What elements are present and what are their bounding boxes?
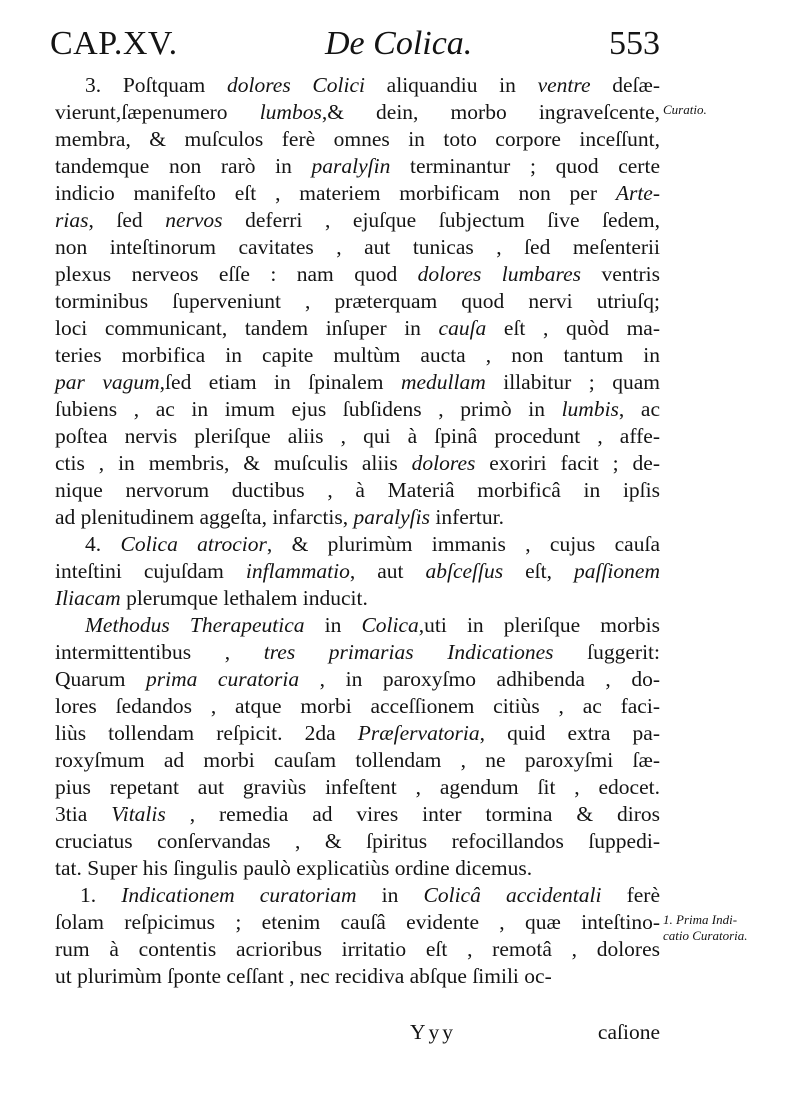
- margin-note-curatio: [663, 102, 707, 118]
- italic-text: Iliacam: [55, 586, 121, 610]
- text-line: [55, 801, 660, 828]
- text-segment: lores ſedandos , atque morbi acceſſionem citiùs , ac faci-: [55, 694, 660, 718]
- text-segment: terminantur ; quod certe: [390, 154, 660, 178]
- text-segment: plexus nerveos eſſe : nam quod: [55, 262, 418, 286]
- text-segment: loci communicant, tandem inſuper in: [55, 316, 439, 340]
- italic-text: Colica atrocior: [120, 532, 267, 556]
- text-segment: , remedia ad vires inter tormina & diros: [165, 802, 660, 826]
- italic-text: paralyſin: [311, 154, 391, 178]
- italic-text: dolores: [411, 451, 476, 475]
- text-line: [55, 558, 660, 585]
- text-line: [55, 288, 660, 315]
- text-segment: ,ſed etiam in ſpinalem: [159, 370, 401, 394]
- italic-text: tres primarias Indicationes: [263, 640, 554, 664]
- text-segment: ventris: [581, 262, 660, 286]
- page-footer: [55, 1018, 660, 1046]
- text-segment: 1.: [80, 883, 122, 907]
- catchword: caſione: [597, 1020, 660, 1044]
- text-segment: 3tia: [55, 802, 112, 826]
- italic-text: paſſionem: [573, 559, 660, 583]
- text-line: [55, 423, 660, 450]
- text-line: [55, 450, 660, 477]
- text-segment: intermittentibus ,: [55, 640, 264, 664]
- text-segment: , ſed: [88, 208, 166, 232]
- italic-text: prima curatoria: [146, 667, 300, 691]
- italic-text: Colicâ accidentali: [423, 883, 602, 907]
- italic-text: Colica: [361, 613, 419, 637]
- text-line: [55, 126, 660, 153]
- text-segment: , quid extra pa-: [479, 721, 660, 745]
- text-line: [55, 234, 660, 261]
- text-segment: cruciatus conſervandas , & ſpiritus refocillandos ſuppedi-: [55, 829, 660, 853]
- text-segment: membra, & muſculos ferè omnes in toto corpore inceſſunt,: [55, 127, 660, 151]
- text-segment: nique nervorum ductibus , à Materiâ morbificâ in ipſis: [55, 478, 660, 502]
- text-line: [55, 909, 660, 936]
- text-line: [55, 504, 660, 531]
- text-line: [55, 477, 660, 504]
- italic-text: ventre: [537, 73, 591, 97]
- text-line: [55, 855, 660, 882]
- text-line: [55, 396, 660, 423]
- text-line: [55, 963, 660, 990]
- italic-text: lumbos: [259, 100, 322, 124]
- text-segment: illabitur ; quam: [485, 370, 661, 394]
- text-segment: in: [304, 613, 362, 637]
- text-segment: ,uti in pleriſque morbis: [418, 613, 660, 637]
- text-line: [55, 180, 660, 207]
- text-segment: ſolam reſpicimus ; etenim cauſâ evidente , quæ inteſtino-: [55, 910, 660, 934]
- text-segment: , aut: [349, 559, 426, 583]
- text-segment: eſt , quòd ma-: [486, 316, 660, 340]
- italic-text: medullam: [400, 370, 486, 394]
- margin-note-prima-indicatio: [663, 912, 748, 944]
- text-line: [55, 153, 660, 180]
- text-segment: , & plurimùm immanis , cujus cauſa: [266, 532, 660, 556]
- italic-text: rias: [55, 208, 89, 232]
- margin-note-text: Curatio.: [663, 102, 707, 117]
- italic-text: Vitalis: [111, 802, 166, 826]
- text-segment: Quarum: [55, 667, 146, 691]
- page-number: 553: [609, 25, 660, 62]
- running-header: [50, 22, 660, 66]
- text-segment: , in paroxyſmo adhibenda , do-: [299, 667, 661, 691]
- body-text: [55, 72, 660, 990]
- italic-text: abſceſſus: [425, 559, 504, 583]
- text-line: [55, 693, 660, 720]
- text-line: [55, 342, 660, 369]
- margin-note-text: catio Curatoria.: [663, 928, 748, 943]
- text-line: [55, 936, 660, 963]
- chapter-label: CAP.XV.: [50, 25, 178, 62]
- text-line: [55, 261, 660, 288]
- italic-text: paralyſis: [353, 505, 430, 529]
- text-line: [55, 315, 660, 342]
- text-line: [55, 531, 660, 558]
- text-line: [55, 720, 660, 747]
- text-segment: ,& dein, morbo ingraveſcente,: [321, 100, 660, 124]
- text-line: [55, 666, 660, 693]
- italic-text: inflammatio: [245, 559, 350, 583]
- italic-text: Arte-: [615, 181, 660, 205]
- italic-text: par vagum: [55, 370, 160, 394]
- text-line: [55, 585, 660, 612]
- text-segment: deferri , ejuſque ſubjectum ſive ſedem,: [222, 208, 660, 232]
- text-segment: rum à contentis acrioribus irritatio eſt , remotâ , dolores: [55, 937, 660, 961]
- margin-note-text: 1. Prima Indi-: [663, 912, 738, 927]
- text-segment: poſtea nervis pleriſque aliis , qui à ſpinâ procedunt , affe-: [55, 424, 660, 448]
- text-segment: ſubiens , ac in imum ejus ſubſidens , primò in: [55, 397, 562, 421]
- text-segment: ſuggerit:: [553, 640, 660, 664]
- text-segment: indicio manifeſto eſt , materiem morbificam non per: [55, 181, 616, 205]
- text-line: [55, 828, 660, 855]
- italic-text: lumbis: [561, 397, 619, 421]
- text-line: [55, 639, 660, 666]
- text-segment: aliquandiu in: [364, 73, 538, 97]
- signature-mark: Yyy: [410, 1020, 457, 1044]
- italic-text: Methodus Therapeutica: [85, 613, 305, 637]
- text-segment: liùs tollendam reſpicit. 2da: [55, 721, 358, 745]
- text-segment: tandemque non rarò in: [55, 154, 312, 178]
- running-title: De Colica.: [325, 25, 473, 62]
- text-segment: vierunt,ſæpenumero: [55, 100, 260, 124]
- italic-text: Præſervatoria: [357, 721, 480, 745]
- text-line: [55, 774, 660, 801]
- text-segment: infertur.: [429, 505, 505, 529]
- text-line: [55, 747, 660, 774]
- text-segment: ad plenitudinem aggeſta, infarctis,: [55, 505, 354, 529]
- text-segment: plerumque lethalem inducit.: [120, 586, 368, 610]
- italic-text: cauſa: [438, 316, 487, 340]
- text-segment: deſæ-: [590, 73, 660, 97]
- text-segment: , ac: [618, 397, 660, 421]
- text-segment: 3. Poſtquam: [85, 73, 227, 97]
- text-line: [55, 612, 660, 639]
- italic-text: dolores lumbares: [417, 262, 582, 286]
- text-segment: pius repetant aut graviùs infeſtent , agendum ſit , edocet.: [55, 775, 660, 799]
- text-segment: eſt,: [503, 559, 574, 583]
- text-segment: tat. Super his ſingulis paulò explicatiùs ordine dicemus.: [55, 856, 533, 880]
- text-segment: in: [356, 883, 424, 907]
- italic-text: Indicationem curatoriam: [121, 883, 357, 907]
- text-segment: roxyſmum ad morbi cauſam tollendam , ne paroxyſmi ſæ-: [55, 748, 660, 772]
- text-segment: exoriri facit ; de-: [475, 451, 660, 475]
- text-segment: ctis , in membris, & muſculis aliis: [55, 451, 412, 475]
- text-line: [55, 207, 660, 234]
- text-segment: teries morbifica in capite multùm aucta , non tantum in: [55, 343, 660, 367]
- text-line: [55, 369, 660, 396]
- text-segment: non inteſtinorum cavitates , aut tunicas , ſed meſenterii: [55, 235, 660, 259]
- text-segment: inteſtini cujuſdam: [55, 559, 246, 583]
- text-segment: ferè: [601, 883, 661, 907]
- text-segment: torminibus ſuperveniunt , præterquam quod nervi utriuſq;: [55, 289, 660, 313]
- text-segment: 4.: [85, 532, 121, 556]
- text-line: [55, 882, 660, 909]
- text-line: [55, 99, 660, 126]
- italic-text: nervos: [165, 208, 223, 232]
- italic-text: dolores Colici: [226, 73, 365, 97]
- text-line: [55, 72, 660, 99]
- text-segment: ut plurimùm ſponte ceſſant , nec recidiva abſque ſimili oc-: [55, 964, 552, 988]
